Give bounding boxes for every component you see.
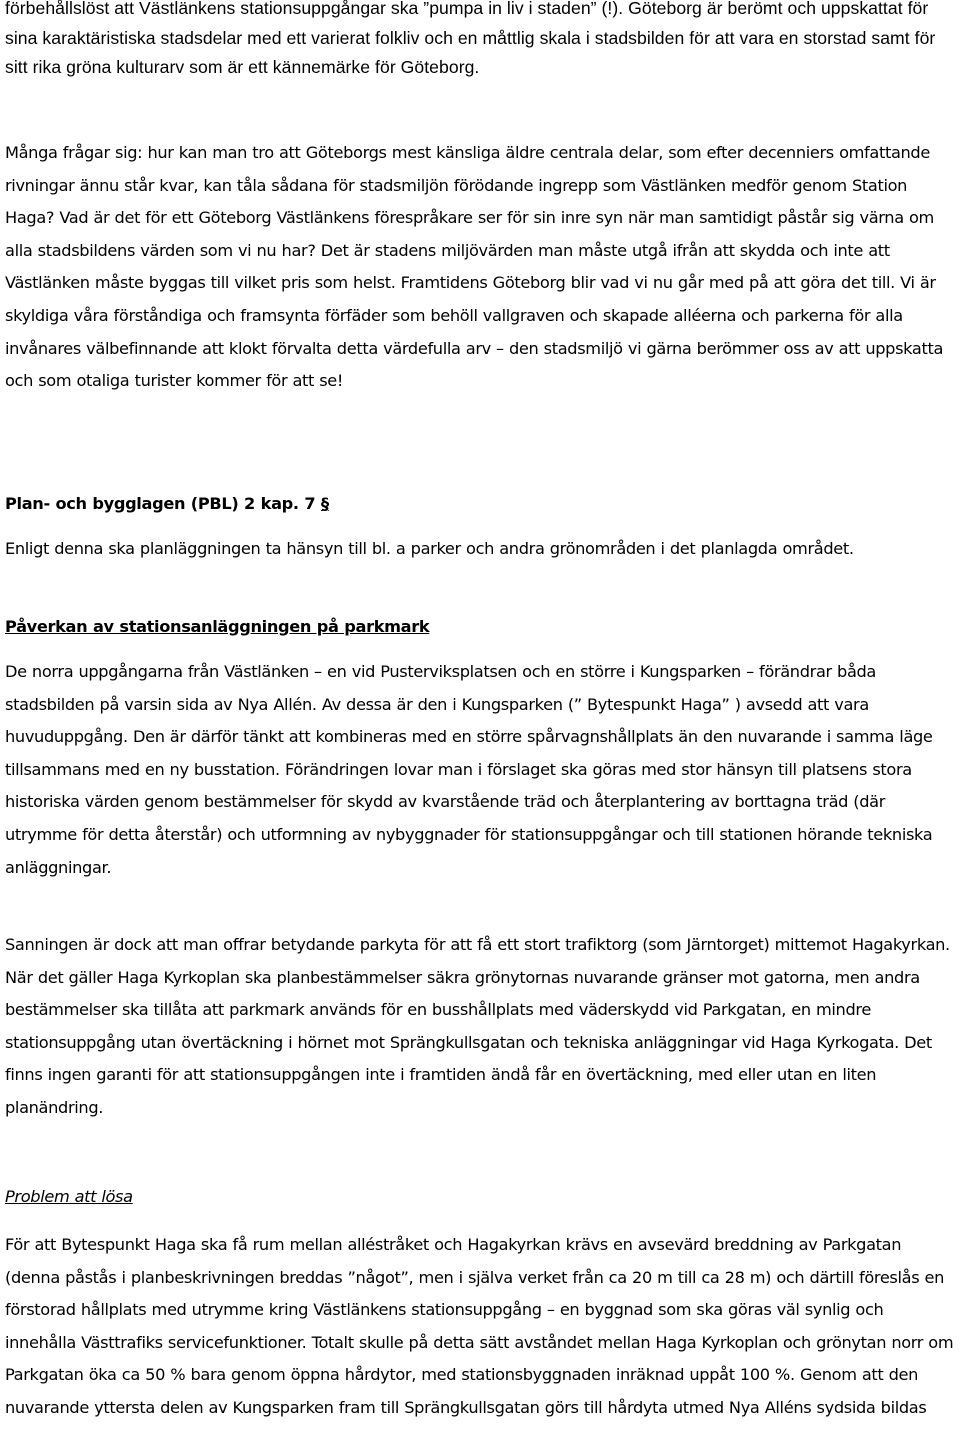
problem-heading: Problem att lösa xyxy=(5,1187,133,1206)
pbl-heading xyxy=(5,488,329,521)
pbl-heading-section: § xyxy=(320,494,329,513)
manga-paragraph: Många frågar sig: hur kan man tro att Göteborgs mest känsliga äldre centrala delar, som efter decenniers omfattande rivningar ännu står kvar, kan tåla sådana för stadsmiljön förödande ingrepp som Västlänken medför genom Station Haga? Vad är det för ett Göteborg Västlänkens förespråkare ser för sin inre syn när man samtidigt påstår sig värna om alla stadsbildens värden som vi nu har? Det är stadens miljövärden man måste utgå ifrån att skydda och inte att Västlänken måste byggas till vilket pris som helst. Framtidens Göteborg blir vad vi nu går med på att göra det till. Vi är skyldiga våra förståndiga och framsynta förfäder som behöll vallgraven och skapade alléerna och parkerna för alla invånares välbefinnande att klokt förvalta detta värdefulla arv – den stadsmiljö vi gärna berömmer oss av att uppskatta och som otaliga turister kommer för att se! xyxy=(5,143,944,391)
norra-paragraph: De norra uppgångarna från Västlänken – en vid Pusterviksplatsen och en större i Kungsparken – förändrar båda stadsbilden på varsin sida av Nya Allén. Av dessa är den i Kungsparken (” Bytespunkt Haga” ) avsedd att vara huvuduppgång. Den är därför tänkt att kombineras med en större spårvagnshållplats än den nuvarande i samma läge tillsammans med en ny busstation. Förändringen lovar man i förslaget ska göras med stor hänsyn till platsens stora historiska värden genom bestämmelser för skydd av kvarstående träd och återplantering av borttagna träd (där utrymme för detta återstår) och utformning av nybyggnader för stationsuppgångar och till stationen hörande tekniska anläggningar. xyxy=(5,662,933,877)
pbl-paragraph: Enligt denna ska planläggningen ta hänsyn till bl. a parker och andra grönområden i det planlagda området. xyxy=(5,539,854,558)
intro-paragraph: förbehållslöst att Västlänkens stationsuppgångar ska ”pumpa in liv i staden” (!). Göteborg är berömt och uppskattat för sina karaktäristiska stadsdelar med ett varierat folkliv och en måttlig skala i stadsbilden för att vara en storstad samt för sitt rika gröna kulturarv som är ett kännemärke för Göteborg. xyxy=(5,0,936,77)
bytespunkt-paragraph: För att Bytespunkt Haga ska få rum mellan alléstråket och Hagakyrkan krävs en avsevärd breddning av Parkgatan (denna påstås i planbeskrivningen breddas ”något”, men i själva verket från ca 20 m till ca 28 m) och därtill föreslås en förstorad hållplats med utrymme kring Västlänkens stationsuppgång – en byggnad som ska göras väl synlig och innehålla Västtrafiks servicefunktioner. Totalt skulle på detta sätt avståndet mellan Haga Kyrkoplan och grönytan norr om Parkgatan öka ca 50 % bara genom öppna hårdytor, med stationsbyggnaden inräknad uppåt 100 %. Genom att den nuvarande yttersta delen av Kungsparken fram till Sprängkullsgatan görs till hårdyta utmed Nya Alléns sydsida bildas xyxy=(5,1235,954,1417)
sanningen-paragraph: Sanningen är dock att man offrar betydande parkyta för att få ett stort trafiktorg (som Järntorget) mittemot Hagakyrkan. När det gäller Haga Kyrkoplan ska planbestämmelser säkra grönytornas nuvarande gränser mot gatorna, men andra bestämmelser ska tillåta att parkmark används för en busshållplats med väderskydd vid Parkgatan, en mindre stationsuppgång utan övertäckning i hörnet mot Sprängkullsgatan och tekniska anläggningar vid Haga Kyrkogata. Det finns ingen garanti för att stationsuppgången inte i framtiden ändå får en övertäckning, med eller utan en liten planändring. xyxy=(5,935,950,1117)
pbl-heading-text: Plan- och bygglagen (PBL) 2 kap. 7 xyxy=(5,494,316,513)
paverkan-heading: Påverkan av stationsanläggningen på parkmark xyxy=(5,617,430,636)
